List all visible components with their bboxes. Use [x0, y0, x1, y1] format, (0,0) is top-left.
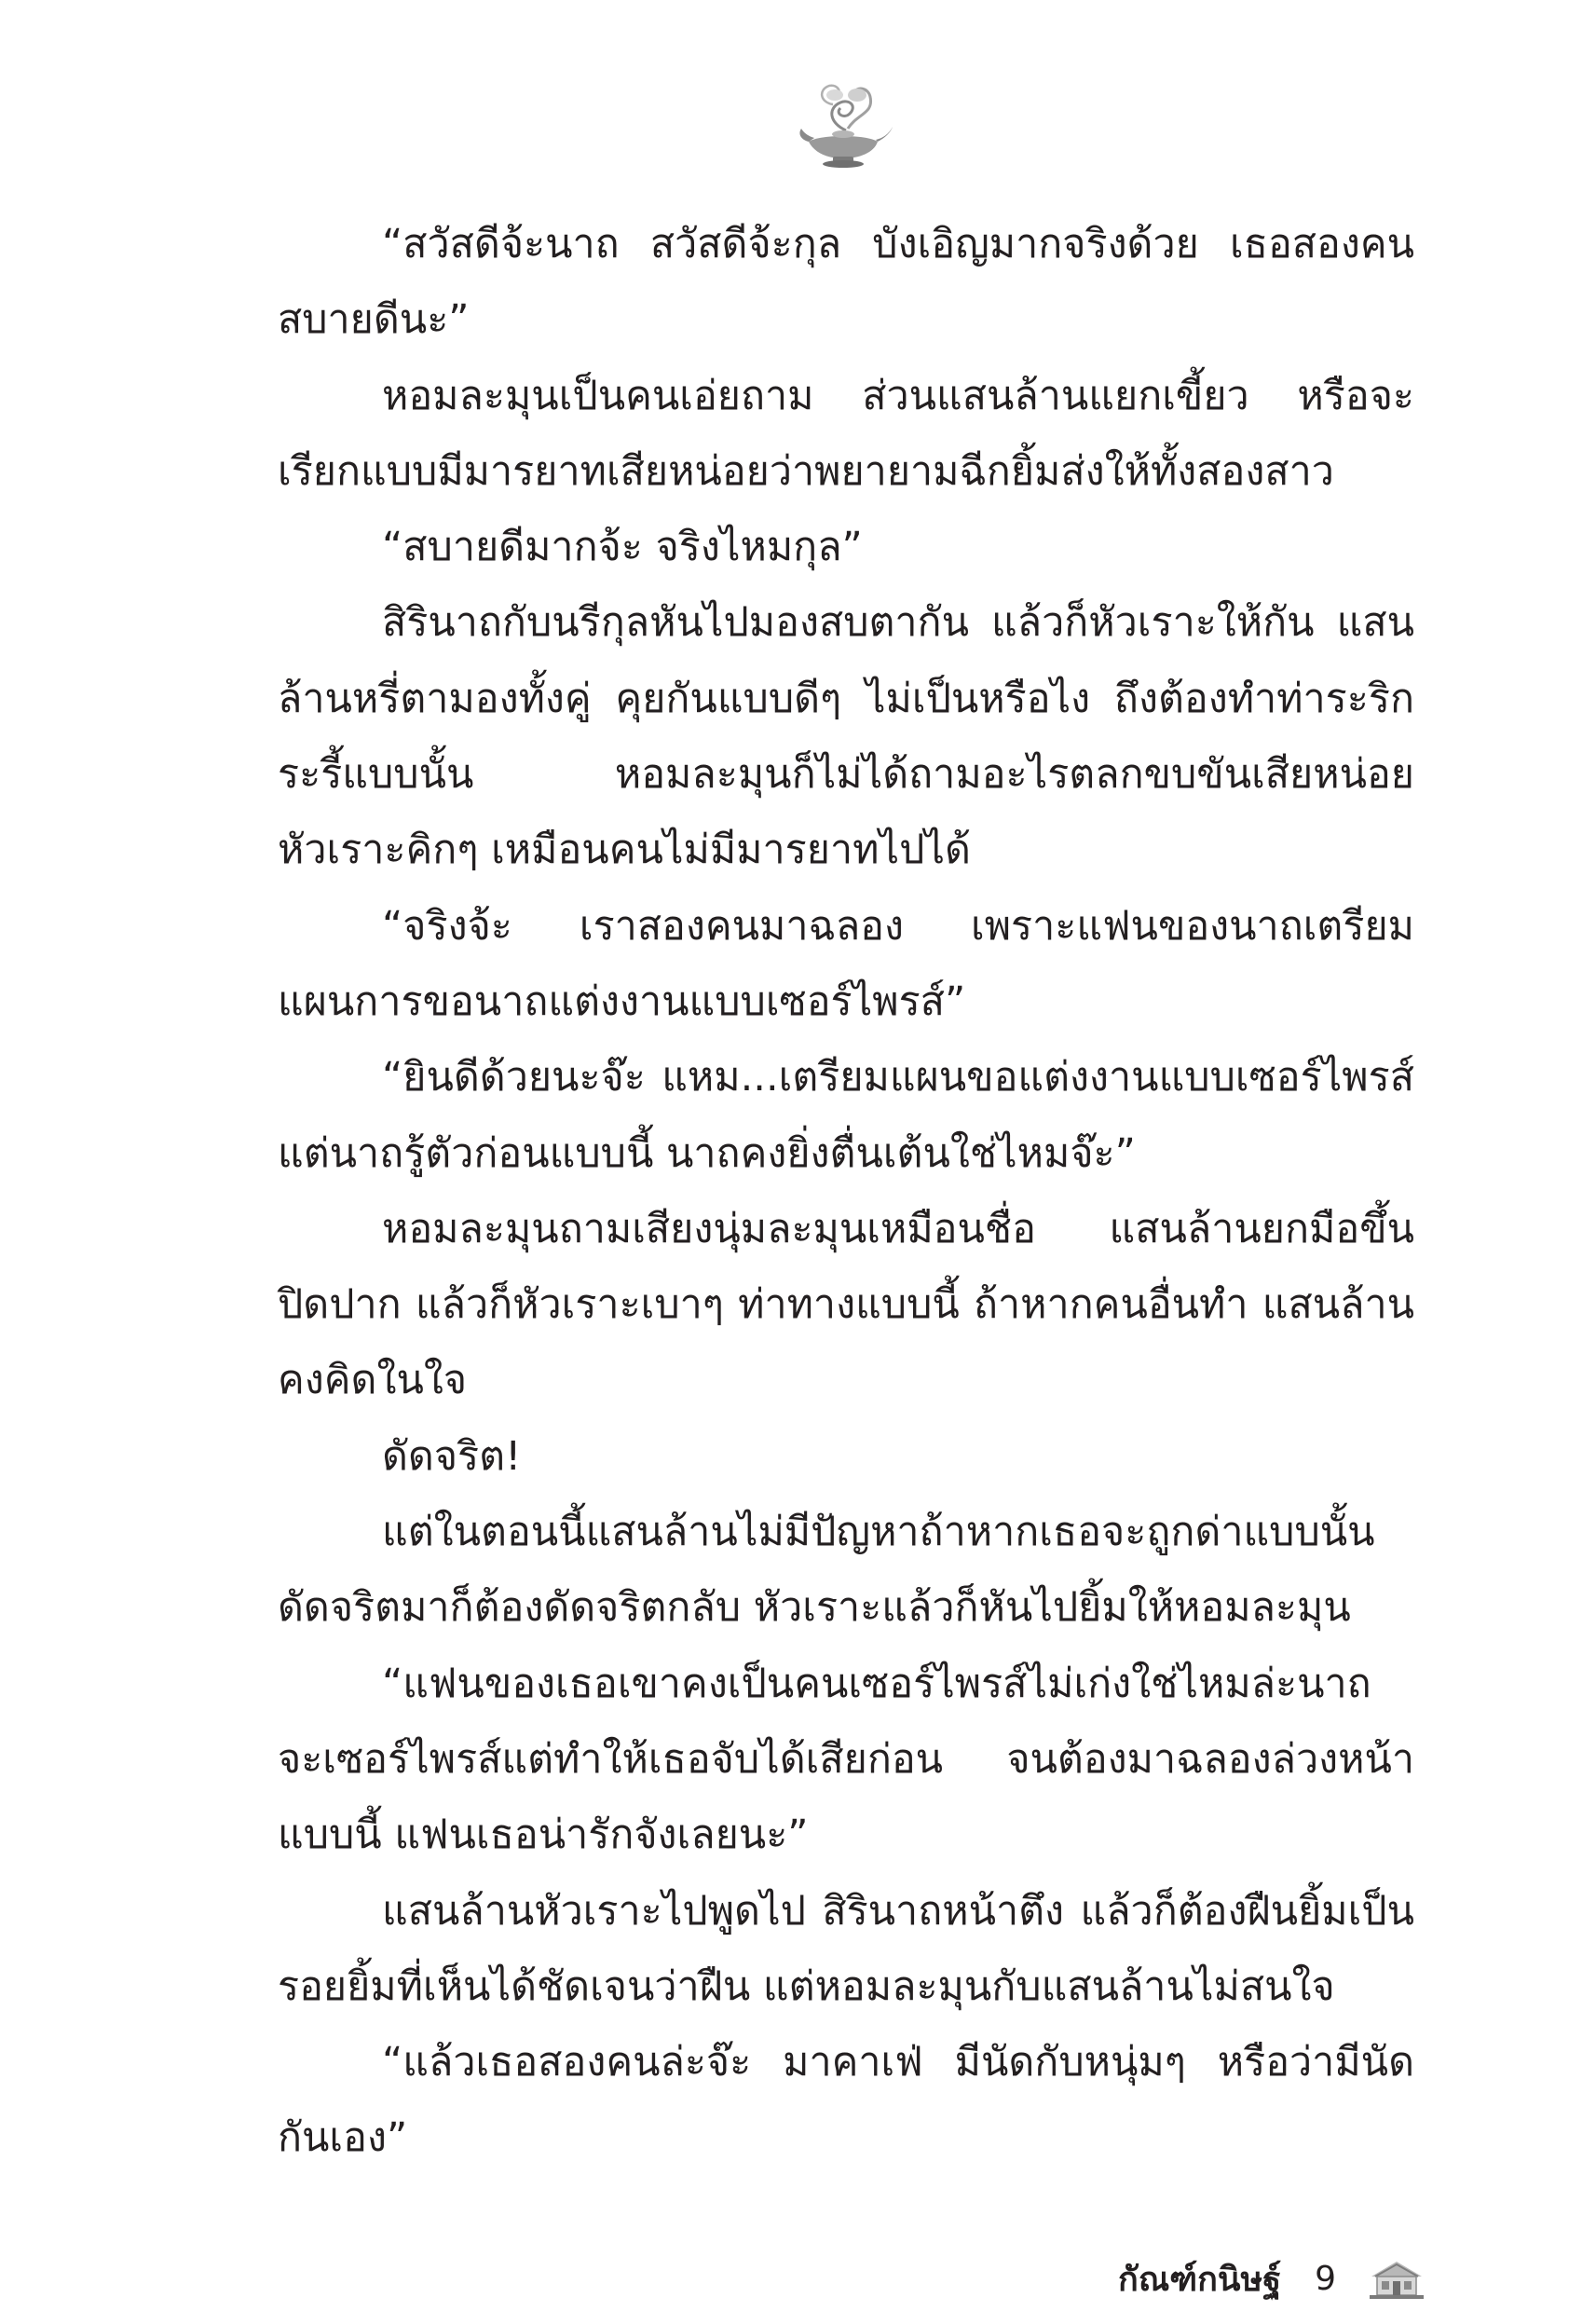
genie-lamp-icon — [792, 76, 894, 170]
paragraph: แสนล้านหัวเราะไปพูดไป สิรินาถหน้าตึง แล้วก็ต้องฝืนยิ้มเป็นรอยยิ้มที่เห็นได้ชัดเจนว่าฝืน แต่หอมละมุนกับแสนล้านไม่สนใจ — [278, 1887, 1414, 2010]
paragraph: “สวัสดีจ้ะนาถ สวัสดีจ้ะกุล บังเอิญมากจริงด้วย เธอสองคนสบายดีนะ” — [278, 221, 1414, 344]
paragraph: สิรินาถกับนรีกุลหันไปมองสบตากัน แล้วก็หัวเราะให้กัน แสนล้านหรี่ตามองทั้งคู่ คุยกันแบบดีๆ ไม่เป็นหรือไง ถึงต้องทำท่าระริกระรี้แบบนั้น หอมละมุนก็ไม่ได้ถามอะไรตลกขบขันเสียหน่อย หัวเราะคิกๆ เหมือนคนไม่มีมารยาทไปได้ — [278, 599, 1414, 874]
paragraph: “แล้วเธอสองคนล่ะจ๊ะ มาคาเฟ่ มีนัดกับหนุ่มๆ หรือว่ามีนัดกันเอง” — [278, 2039, 1414, 2162]
paragraph: “จริงจ้ะ เราสองคนมาฉลอง เพราะแฟนของนาถเตรียมแผนการขอนาถแต่งงานแบบเซอร์ไพรส์” — [278, 902, 1414, 1025]
paragraph: หอมละมุนถามเสียงนุ่มละมุนเหมือนชื่อ แสนล้านยกมือขึ้นปิดปาก แล้วก็หัวเราะเบาๆ ท่าทางแบบนี้ ถ้าหากคนอื่นทำ แสนล้านคงคิดในใจ — [278, 1205, 1414, 1404]
page-footer — [1016, 2250, 1425, 2306]
page-number: 9 — [1315, 2259, 1336, 2298]
paragraph: ดัดจริต! — [382, 1432, 522, 1480]
paragraph: “แฟนของเธอเขาคงเป็นคนเซอร์ไพรส์ไม่เก่งใช่ไหมล่ะนาถ จะเซอร์ไพรส์แต่ทำให้เธอจับได้เสียก่อน จนต้องมาฉลองล่วงหน้าแบบนี้ แฟนเธอน่ารักจังเลยนะ” — [278, 1660, 1414, 1859]
paragraph: “สบายดีมากจ้ะ จริงไหมกุล” — [382, 524, 863, 571]
paragraph: “ยินดีด้วยนะจ๊ะ แหม...เตรียมแผนขอแต่งงานแบบเซอร์ไพรส์แต่นาถรู้ตัวก่อนแบบนี้ นาถคงยิ่งตื่นเต้นใช่ไหมจ๊ะ” — [278, 1054, 1414, 1177]
house-icon — [1368, 2256, 1425, 2301]
paragraph: หอมละมุนเป็นคนเอ่ยถาม ส่วนแสนล้านแยกเขี้ยว หรือจะเรียกแบบมีมารยาทเสียหน่อยว่าพยายามฉีกยิ้มส่งให้ทั้งสองสาว — [278, 372, 1414, 495]
paragraph: แต่ในตอนนี้แสนล้านไม่มีปัญหาถ้าหากเธอจะถูกด่าแบบนั้น ดัดจริตมาก็ต้องดัดจริตกลับ หัวเราะแล้วก็หันไปยิ้มให้หอมละมุน — [278, 1509, 1375, 1632]
story-text — [278, 207, 1414, 2177]
book-title: กัณฑ์กนิษฐ์ — [1118, 2260, 1282, 2299]
